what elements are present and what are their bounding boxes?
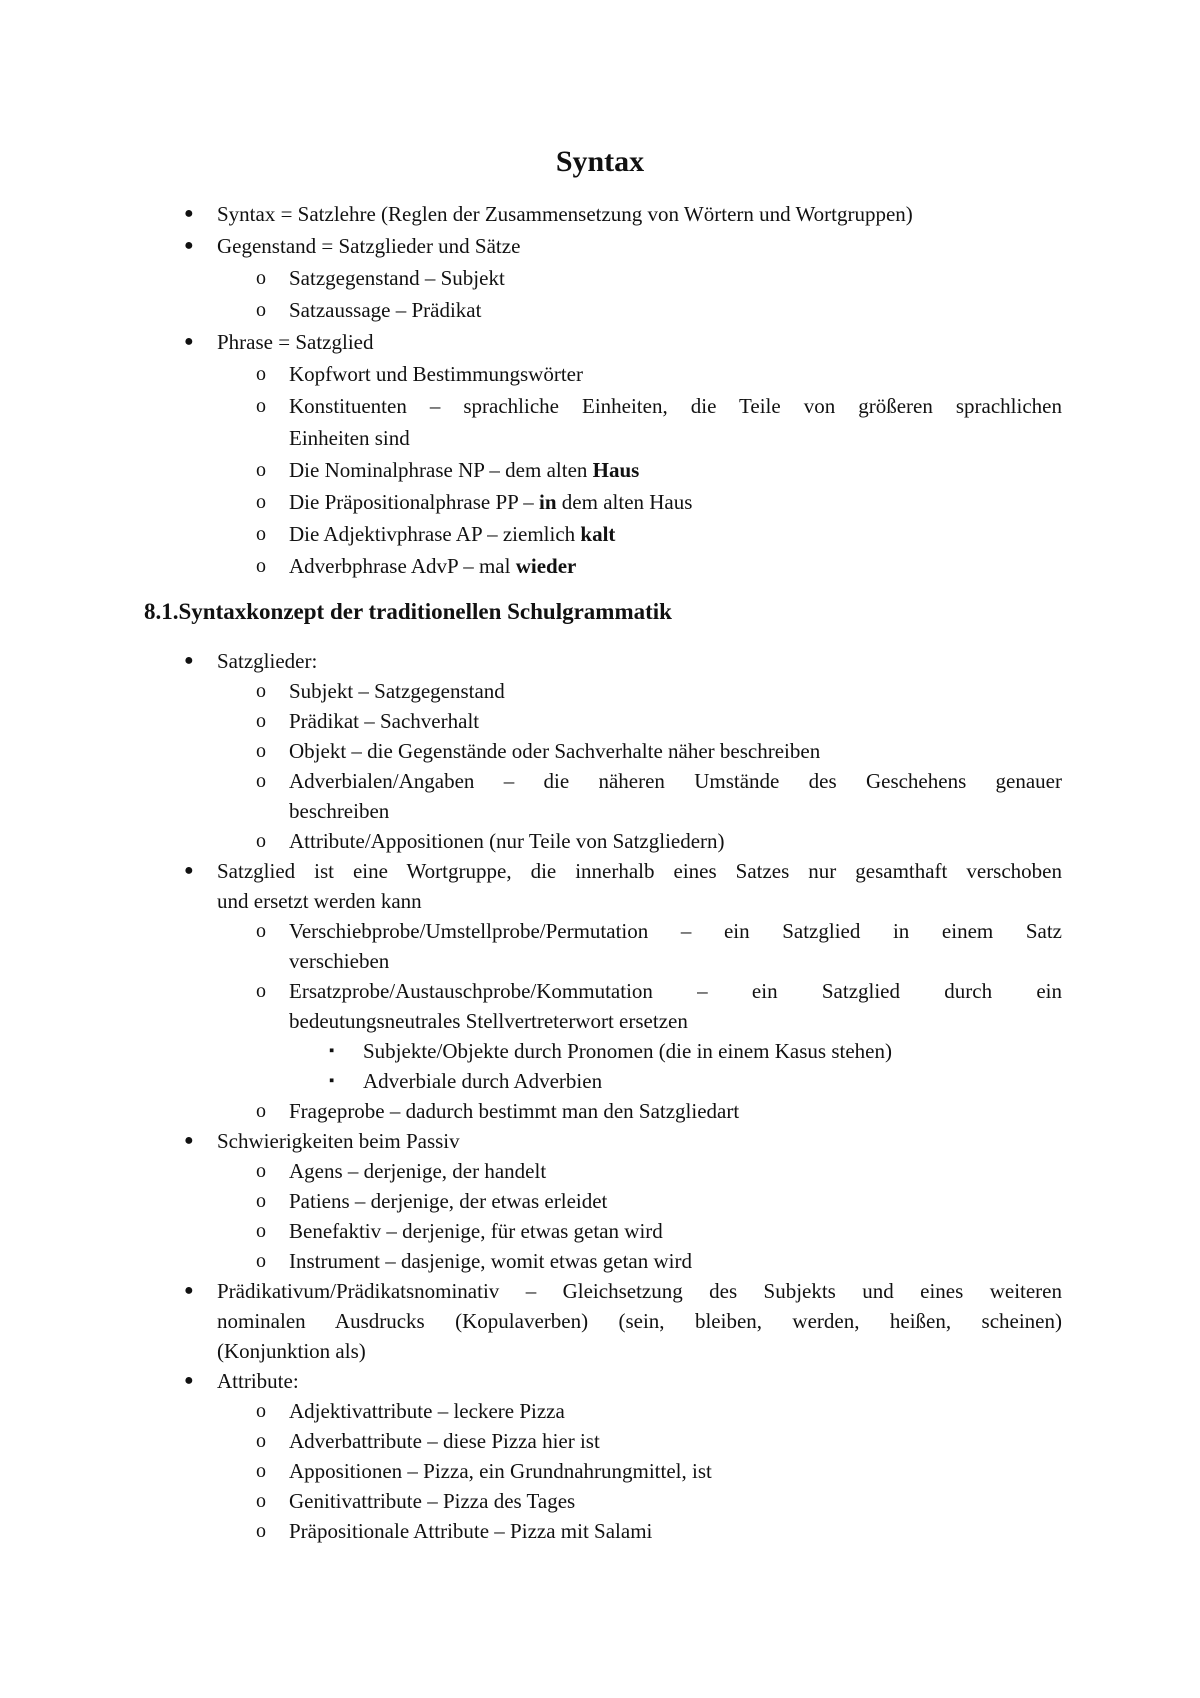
circle-marker: o (256, 299, 266, 321)
list-item-continuation: und ersetzt werden kann (217, 889, 422, 913)
sub-list-item: o Satzaussage – Prädikat (0, 294, 1200, 326)
circle-marker: o (256, 267, 266, 289)
circle-marker: o (256, 1430, 266, 1452)
circle-marker: o (256, 830, 266, 852)
sub-list-item: o Appositionen – Pizza, ein Grundnahrungmittel, ist (0, 1456, 1200, 1486)
list-item-continuation: nominalen Ausdrucks (Kopulaverben) (sein, bleiben, werden, heißen, scheinen) (217, 1309, 1062, 1333)
document-title: Syntax (555, 145, 645, 178)
circle-marker: o (256, 395, 266, 417)
sub-list-item: o Adverbattribute – diese Pizza hier ist (0, 1426, 1200, 1456)
list-item: ● Phrase = Satzglied (0, 326, 1200, 358)
circle-marker: o (256, 363, 266, 385)
circle-marker: o (256, 491, 266, 513)
circle-marker: o (256, 1250, 266, 1272)
sub-list-item: o Adverbphrase AdvP – mal wieder (0, 550, 1200, 582)
sub-list-item: o Ersatzprobe/Austauschprobe/Kommutation – ein Satzglied durch ein (0, 976, 1200, 1006)
circle-marker: o (256, 1220, 266, 1242)
bold-word: in (539, 490, 557, 514)
list-item: ● Satzglieder: (0, 646, 1200, 676)
section-heading: 8.1.Syntaxkonzept der traditionellen Schulgrammatik (144, 599, 672, 624)
sub-list-item: o Adjektivattribute – leckere Pizza (0, 1396, 1200, 1426)
sub-sub-list-item: ▪ Adverbiale durch Adverbien (0, 1066, 1200, 1096)
sub-list-item: o Subjekt – Satzgegenstand (0, 676, 1200, 706)
bullet-marker: ● (184, 1372, 194, 1389)
circle-marker: o (256, 740, 266, 762)
list-item: ● Gegenstand = Satzglieder und Sätze (0, 230, 1200, 262)
bullet-marker: ● (184, 205, 194, 222)
sub-list-item: o Agens – derjenige, der handelt (0, 1156, 1200, 1186)
bullet-marker: ● (184, 1132, 194, 1149)
sub-list-item-continuation: bedeutungsneutrales Stellvertreterwort ersetzen (289, 1009, 688, 1033)
sub-list-item: o Attribute/Appositionen (nur Teile von Satzgliedern) (0, 826, 1200, 856)
sub-list-item-continuation: beschreiben (289, 799, 390, 823)
circle-marker: o (256, 523, 266, 545)
sub-list-item: o Adverbialen/Angaben – die näheren Umstände des Geschehens genauer (0, 766, 1200, 796)
bold-word: kalt (580, 522, 616, 546)
list-item: ● Attribute: (0, 1366, 1200, 1396)
sub-list-item: o Patiens – derjenige, der etwas erleidet (0, 1186, 1200, 1216)
bold-word: Haus (592, 458, 640, 482)
sub-list-item: o Genitivattribute – Pizza des Tages (0, 1486, 1200, 1516)
sub-list-item: o Konstituenten – sprachliche Einheiten, die Teile von größeren sprachlichen (0, 390, 1200, 422)
bold-word: wieder (515, 554, 577, 578)
syntax-overview-list (0, 198, 1200, 582)
list-item: ● Satzglied ist eine Wortgruppe, die innerhalb eines Satzes nur gesamthaft verschoben (0, 856, 1200, 886)
square-marker: ▪ (329, 1073, 335, 1089)
circle-marker: o (256, 1460, 266, 1482)
sub-list-item: o Verschiebprobe/Umstellprobe/Permutation – ein Satzglied in einem Satz (0, 916, 1200, 946)
sub-list-item: o Kopfwort und Bestimmungswörter (0, 358, 1200, 390)
sub-list-item: o Präpositionale Attribute – Pizza mit Salami (0, 1516, 1200, 1546)
circle-marker: o (256, 710, 266, 732)
bullet-marker: ● (184, 862, 194, 879)
circle-marker: o (256, 1520, 266, 1542)
sub-list-item: o Benefaktiv – derjenige, für etwas getan wird (0, 1216, 1200, 1246)
sub-list-item: o Die Adjektivphrase AP – ziemlich kalt (0, 518, 1200, 550)
bullet-marker: ● (184, 237, 194, 254)
sub-list-item: o Satzgegenstand – Subjekt (0, 262, 1200, 294)
sub-list-item: o Frageprobe – dadurch bestimmt man den Satzgliedart (0, 1096, 1200, 1126)
circle-marker: o (256, 680, 266, 702)
sub-list-item: o Die Präpositionalphrase PP – in dem alten Haus (0, 486, 1200, 518)
circle-marker: o (256, 1100, 266, 1122)
list-item: ● Schwierigkeiten beim Passiv (0, 1126, 1200, 1156)
list-item-continuation: (Konjunktion als) (217, 1339, 366, 1363)
circle-marker: o (256, 1490, 266, 1512)
sub-list-item: o Objekt – die Gegenstände oder Sachverhalte näher beschreiben (0, 736, 1200, 766)
sub-list-item: o Prädikat – Sachverhalt (0, 706, 1200, 736)
bullet-marker: ● (184, 652, 194, 669)
circle-marker: o (256, 1160, 266, 1182)
list-item: ● Prädikativum/Prädikatsnominativ – Gleichsetzung des Subjekts und eines weiteren (0, 1276, 1200, 1306)
sub-list-item-continuation: verschieben (289, 949, 390, 973)
sub-sub-list-item: ▪ Subjekte/Objekte durch Pronomen (die in einem Kasus stehen) (0, 1036, 1200, 1066)
circle-marker: o (256, 1400, 266, 1422)
sub-list-item: o Die Nominalphrase NP – dem alten Haus (0, 454, 1200, 486)
sub-list-item-continuation: Einheiten sind (289, 426, 410, 450)
square-marker: ▪ (329, 1043, 335, 1059)
circle-marker: o (256, 459, 266, 481)
circle-marker: o (256, 1190, 266, 1212)
schulgrammatik-list (0, 646, 1200, 1546)
circle-marker: o (256, 980, 266, 1002)
circle-marker: o (256, 555, 266, 577)
bullet-marker: ● (184, 1282, 194, 1299)
sub-list-item: o Instrument – dasjenige, womit etwas getan wird (0, 1246, 1200, 1276)
list-item: ● Syntax = Satzlehre (Reglen der Zusammensetzung von Wörtern und Wortgruppen) (0, 198, 1200, 230)
circle-marker: o (256, 770, 266, 792)
bullet-marker: ● (184, 333, 194, 350)
circle-marker: o (256, 920, 266, 942)
